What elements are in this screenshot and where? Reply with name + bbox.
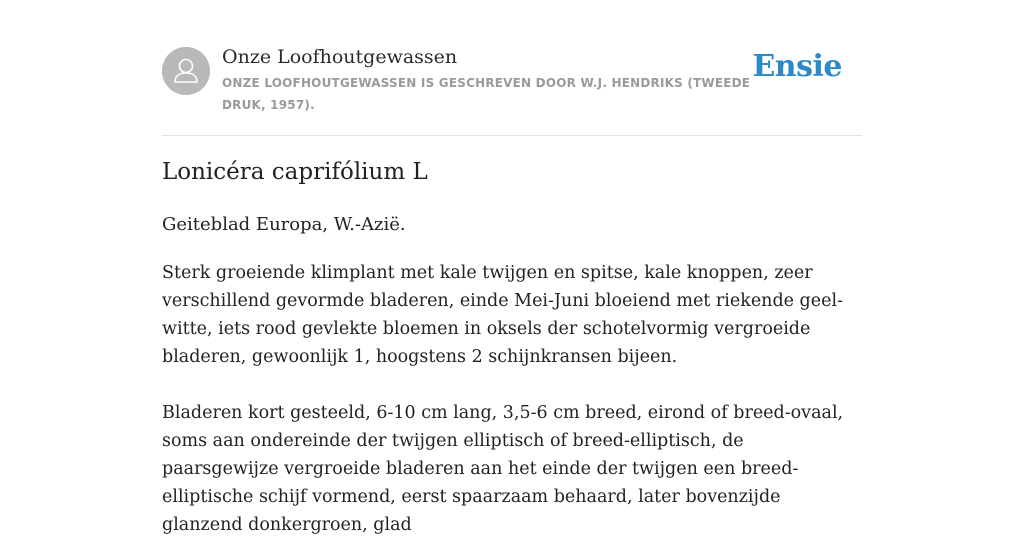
entry-subtitle: Geiteblad Europa, W.-Azië.: [162, 214, 406, 235]
entry-paragraph: Bladeren kort gesteeld, 6-10 cm lang, 3,5-6 cm breed, eirond of breed-ovaal, soms aan ondereinde der twijgen elliptisch of breed-elliptisch, de paarsgewijze vergroeide bladeren aan het einde der twijgen een breed-elliptische schijf vormend, eerst spaarzaam behaard, later bovenzijde glanzend donkergroen, glad: [162, 403, 844, 535]
header-divider: [162, 135, 862, 136]
entry-title: Lonicéra caprifólium L: [162, 159, 428, 185]
source-title[interactable]: Onze Loofhoutgewassen: [222, 46, 458, 68]
brand-logo[interactable]: Ensie: [752, 49, 842, 84]
user-silhouette-icon: [162, 47, 210, 95]
avatar[interactable]: [162, 47, 210, 95]
entry-paragraph: Sterk groeiende klimplant met kale twijgen en spitse, kale knoppen, zeer verschillend gevormde bladeren, einde Mei-Juni bloeiend met riekende geel-witte, iets rood gevlekte bloemen in oksels der schotelvormig vergroeide bladeren, gewoonlijk 1, hoogstens 2 schijnkransen bijeen.: [162, 263, 843, 367]
source-description: ONZE LOOFHOUTGEWASSEN IS GESCHREVEN DOOR W.J. HENDRIKS (TWEEDE DRUK, 1957).: [222, 76, 751, 112]
source-header: [162, 46, 862, 136]
